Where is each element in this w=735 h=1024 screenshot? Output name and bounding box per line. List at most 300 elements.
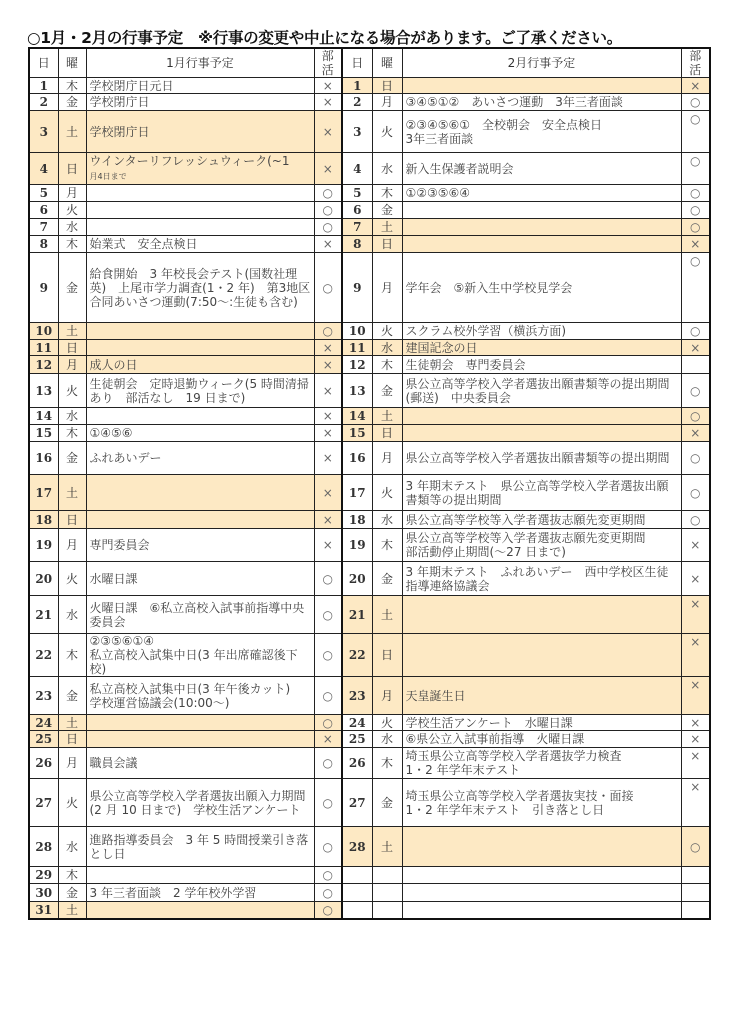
jan-event-text: 生徒朝会 定時退勤ウィーク(5 時間清掃あり 部活なし 19 日まで) [89,376,309,405]
feb-weekday: 金 [372,779,402,827]
feb-club-status: ○ [681,408,710,425]
table-row [29,884,710,902]
jan-club-status: ○ [314,253,342,323]
jan-club-status: ○ [314,677,342,715]
feb-day-number: 28 [342,827,372,867]
feb-day-number: 25 [342,731,372,748]
jan-club-status: ○ [314,185,342,202]
feb-day-number: 20 [342,562,372,596]
jan-event-text: 給食開始 3 年校長会テスト(国数社理英) 上尾市学力調査(1・2 年) 第3地区合同あいさつ運動(7:50～:生徒も含む) [89,266,311,309]
jan-club-status: × [314,374,342,408]
feb-weekday: 水 [372,340,402,356]
table-row [29,425,710,442]
jan-event-cell [86,475,314,511]
feb-event-text: 天皇誕生日 [405,688,466,703]
jan-weekday: 金 [58,884,86,902]
feb-event-cell [402,340,681,356]
jan-weekday: 火 [58,202,86,219]
feb-club-status [681,902,710,919]
table-row [29,715,710,731]
feb-day-number: 4 [342,153,372,185]
feb-event-cell [402,374,681,408]
jan-event-text: 成人の日 [89,357,138,372]
feb-club-status [681,867,710,884]
jan-day-number: 20 [29,562,58,596]
page-title: ○1月・2月の行事予定 ※行事の変更や中止になる場合があります。ご了承ください。 [27,29,622,47]
jan-day-number: 6 [29,202,58,219]
feb-event-text-line2: 1・2 年学年末テスト [405,763,521,777]
jan-club-status: × [314,475,342,511]
table-row [29,408,710,425]
jan-event-cell [86,185,314,202]
jan-club-status: ○ [314,902,342,919]
feb-event-text: ③④⑤①② あいさつ運動 3年三者面談 [405,95,623,109]
jan-weekday: 火 [58,562,86,596]
jan-day-number: 3 [29,111,58,153]
jan-event-text: 進路指導委員会 3 年 5 時間授業引き落とし日 [89,832,309,861]
jan-event-cell [86,219,314,236]
jan-event-text: 県公立高等学校入学者選抜出願入力期間(2 月 10 日まで) 学校生活アンケート [89,788,306,817]
feb-club-status: × [681,779,710,827]
table-row [29,323,710,340]
jan-event-cell [86,78,314,94]
feb-event-text: 新入生保護者説明会 [405,161,514,176]
jan-event-cell [86,442,314,475]
feb-event-cell [402,731,681,748]
feb-weekday: 金 [372,562,402,596]
jan-weekday: 水 [58,219,86,236]
jan-weekday: 水 [58,596,86,634]
feb-event-cell [402,562,681,596]
feb-event-text: 3 年期末テスト 県公立高等学校入学者選抜出願書類等の提出期間 [405,478,669,507]
feb-club-status: × [681,340,710,356]
feb-day-number: 15 [342,425,372,442]
jan-weekday: 土 [58,111,86,153]
jan-event-text-line2: 私立高校入試集中日(3 年出席確認後下校) [89,648,298,676]
feb-day-number: 6 [342,202,372,219]
feb-event-cell [402,219,681,236]
feb-event-cell [402,236,681,253]
feb-event-cell [402,884,681,902]
jan-event-text: 学校閉庁日 [89,124,150,139]
feb-day-number: 14 [342,408,372,425]
table-row [29,236,710,253]
jan-club-status: × [314,408,342,425]
jan-weekday: 火 [58,779,86,827]
table-row [29,78,710,94]
jan-weekday: 月 [58,748,86,779]
table-row [29,867,710,884]
feb-event-text: ②③④⑤⑥① 全校朝会 安全点検日 [405,117,603,132]
jan-day-number: 15 [29,425,58,442]
feb-event-text-line2: 1・2 年学年末テスト 引き落とし日 [405,802,605,817]
feb-club-status: ○ [681,442,710,475]
feb-weekday [372,902,402,919]
jan-day-number: 11 [29,340,58,356]
jan-event-cell [86,562,314,596]
schedule-table [28,47,711,920]
jan-weekday: 月 [58,529,86,562]
jan-weekday: 木 [58,425,86,442]
jan-club-status: × [314,340,342,356]
feb-event-cell [402,408,681,425]
jan-club-status: × [314,731,342,748]
jan-day-number: 18 [29,511,58,529]
jan-day-number: 4 [29,153,58,185]
jan-event-cell [86,902,314,919]
feb-club-status: × [681,78,710,94]
feb-event-cell [402,253,681,323]
jan-event-cell [86,827,314,867]
feb-event-text: 3 年期末テスト ふれあいデー 西中学校区生徒指導連絡協議会 [405,564,669,593]
feb-weekday: 土 [372,219,402,236]
feb-day-number: 26 [342,748,372,779]
feb-weekday: 木 [372,529,402,562]
jan-weekday: 土 [58,323,86,340]
feb-weekday: 月 [372,677,402,715]
feb-weekday: 火 [372,715,402,731]
jan-weekday: 木 [58,236,86,253]
jan-club-status: × [314,78,342,94]
feb-event-text: 県公立高等学校入学者選抜出願書類等の提出期間 [405,451,670,465]
feb-club-status: × [681,529,710,562]
jan-day-number: 25 [29,731,58,748]
feb-weekday: 木 [372,748,402,779]
feb-club-status: ○ [681,153,710,185]
feb-day-number: 3 [342,111,372,153]
jan-event-cell [86,202,314,219]
feb-day-number: 18 [342,511,372,529]
jan-event-cell [86,111,314,153]
feb-day-number: 12 [342,356,372,374]
jan-event-cell [86,677,314,715]
jan-event-cell [86,425,314,442]
feb-event-cell [402,511,681,529]
jan-club-status: × [314,529,342,562]
jan-club-status: ○ [314,219,342,236]
feb-weekday [372,884,402,902]
feb-weekday: 木 [372,356,402,374]
jan-weekday: 金 [58,442,86,475]
feb-event-text: 埼玉県公立高等学校入学者選抜実技・面接 [405,788,634,803]
jan-weekday: 土 [58,475,86,511]
table-row [29,731,710,748]
jan-event-text: ①④⑤⑥ [89,426,133,440]
feb-weekday: 水 [372,153,402,185]
jan-day-number: 2 [29,94,58,111]
jan-event-cell [86,253,314,323]
feb-weekday: 金 [372,202,402,219]
jan-day-number: 31 [29,902,58,919]
feb-day-number: 24 [342,715,372,731]
jan-day-number: 21 [29,596,58,634]
jan-event-cell [86,340,314,356]
header-weekday-2: 曜 [372,48,402,78]
jan-club-status: × [314,425,342,442]
feb-event-text: ①②③⑤⑥④ [405,186,471,200]
jan-weekday: 土 [58,902,86,919]
table-row [29,827,710,867]
jan-club-status: × [314,356,342,374]
feb-day-number [342,884,372,902]
feb-event-cell [402,867,681,884]
jan-weekday: 月 [58,356,86,374]
jan-weekday: 日 [58,731,86,748]
jan-weekday: 木 [58,634,86,677]
feb-day-number: 22 [342,634,372,677]
jan-club-status: ○ [314,202,342,219]
feb-day-number: 10 [342,323,372,340]
header-feb-events: 2月行事予定 [402,48,681,78]
feb-weekday: 日 [372,425,402,442]
table-row [29,94,710,111]
feb-club-status: ○ [681,827,710,867]
jan-day-number: 27 [29,779,58,827]
feb-club-status: × [681,634,710,677]
feb-day-number: 17 [342,475,372,511]
jan-weekday: 水 [58,408,86,425]
jan-day-number: 13 [29,374,58,408]
jan-event-cell [86,356,314,374]
feb-weekday: 木 [372,185,402,202]
header-day-2: 日 [342,48,372,78]
feb-weekday: 火 [372,323,402,340]
feb-day-number: 21 [342,596,372,634]
jan-day-number: 10 [29,323,58,340]
feb-club-status [681,884,710,902]
jan-event-cell [86,408,314,425]
table-row [29,779,710,827]
jan-event-cell [86,779,314,827]
feb-club-status: ○ [681,475,710,511]
feb-event-cell [402,748,681,779]
feb-weekday: 水 [372,731,402,748]
jan-club-status: × [314,511,342,529]
feb-event-cell [402,902,681,919]
feb-club-status: ○ [681,323,710,340]
table-row [29,356,710,374]
table-row [29,219,710,236]
feb-club-status: × [681,562,710,596]
jan-weekday: 日 [58,511,86,529]
feb-club-status: ○ [681,185,710,202]
feb-day-number: 5 [342,185,372,202]
jan-club-status: ○ [314,827,342,867]
jan-club-status: ○ [314,779,342,827]
feb-event-cell [402,94,681,111]
jan-event-text-line2: 月4日まで [89,171,127,181]
table-row [29,634,710,677]
header-day: 日 [29,48,58,78]
jan-weekday: 木 [58,867,86,884]
feb-day-number: 2 [342,94,372,111]
feb-day-number: 1 [342,78,372,94]
feb-weekday: 月 [372,94,402,111]
table-row [29,340,710,356]
jan-day-number: 30 [29,884,58,902]
feb-club-status: ○ [681,511,710,529]
feb-event-text: 埼玉県公立高等学校入学者選抜学力検査 [405,749,622,763]
feb-weekday: 金 [372,374,402,408]
feb-event-cell [402,153,681,185]
jan-event-cell [86,94,314,111]
jan-day-number: 16 [29,442,58,475]
feb-day-number [342,902,372,919]
jan-event-cell [86,867,314,884]
jan-day-number: 12 [29,356,58,374]
jan-weekday: 月 [58,185,86,202]
jan-day-number: 28 [29,827,58,867]
jan-weekday: 木 [58,78,86,94]
feb-day-number: 27 [342,779,372,827]
feb-club-status: × [681,748,710,779]
jan-event-text: 私立高校入試集中日(3 年午後カット) 学校運営協議会(10:00～) [89,681,303,710]
jan-day-number: 23 [29,677,58,715]
jan-day-number: 26 [29,748,58,779]
jan-event-text: 3 年三者面談 2 学年校外学習 [89,885,257,900]
feb-day-number: 13 [342,374,372,408]
table-row [29,902,710,919]
jan-club-status: ○ [314,596,342,634]
feb-event-text: 学校生活アンケート 水曜日課 [405,715,573,730]
feb-day-number: 16 [342,442,372,475]
jan-club-status: ○ [314,634,342,677]
feb-weekday: 土 [372,596,402,634]
jan-event-text: 水曜日課 [89,571,138,586]
jan-day-number: 7 [29,219,58,236]
jan-event-text: ウインターリフレッシュウィーク(~1 [89,153,290,168]
jan-weekday: 火 [58,374,86,408]
jan-event-cell [86,153,314,185]
jan-day-number: 22 [29,634,58,677]
jan-club-status: × [314,111,342,153]
jan-day-number: 5 [29,185,58,202]
table-row [29,529,710,562]
feb-club-status: × [681,715,710,731]
feb-event-cell [402,356,681,374]
jan-day-number: 24 [29,715,58,731]
feb-club-status [681,356,710,374]
jan-club-status: × [314,153,342,185]
feb-club-status: × [681,677,710,715]
feb-weekday: 月 [372,253,402,323]
feb-event-cell [402,475,681,511]
jan-event-cell [86,634,314,677]
jan-event-cell [86,236,314,253]
feb-event-text: 県公立高等学校入学者選抜出願書類等の提出期間(郵送) 中央委員会 [405,376,670,405]
feb-club-status: ○ [681,94,710,111]
feb-weekday: 火 [372,111,402,153]
jan-event-text: ②③⑤⑥①④ [89,634,155,648]
feb-event-text-line2: 3年三者面談 [405,131,474,146]
jan-weekday: 金 [58,253,86,323]
jan-event-cell [86,323,314,340]
jan-event-text: 職員会議 [89,756,138,770]
table-row [29,185,710,202]
feb-event-cell [402,185,681,202]
feb-weekday: 日 [372,634,402,677]
feb-event-cell [402,596,681,634]
jan-event-cell [86,511,314,529]
feb-event-text: 建国記念の日 [405,340,478,355]
feb-weekday: 月 [372,442,402,475]
jan-day-number: 17 [29,475,58,511]
table-row [29,748,710,779]
feb-weekday: 日 [372,236,402,253]
feb-weekday: 火 [372,475,402,511]
jan-club-status: ○ [314,715,342,731]
table-row [29,253,710,323]
feb-event-cell [402,425,681,442]
feb-club-status: ○ [681,219,710,236]
jan-event-text: 専門委員会 [89,538,150,552]
jan-club-status: ○ [314,867,342,884]
jan-weekday: 土 [58,715,86,731]
feb-event-cell [402,111,681,153]
feb-weekday: 水 [372,511,402,529]
jan-day-number: 19 [29,529,58,562]
feb-day-number: 23 [342,677,372,715]
feb-event-cell [402,529,681,562]
jan-weekday: 金 [58,94,86,111]
jan-day-number: 29 [29,867,58,884]
feb-club-status: ○ [681,253,710,323]
feb-event-text: 生徒朝会 専門委員会 [405,357,526,372]
feb-club-status: ○ [681,374,710,408]
jan-day-number: 14 [29,408,58,425]
feb-event-cell [402,442,681,475]
table-row [29,153,710,185]
feb-weekday: 土 [372,408,402,425]
jan-event-cell [86,715,314,731]
jan-event-cell [86,529,314,562]
feb-event-text: ⑥県公立入試事前指導 火曜日課 [405,732,585,746]
feb-event-cell [402,827,681,867]
jan-day-number: 9 [29,253,58,323]
feb-event-cell [402,202,681,219]
jan-club-status: ○ [314,748,342,779]
jan-day-number: 8 [29,236,58,253]
feb-club-status: ○ [681,202,710,219]
feb-event-text: スクラム校外学習（横浜方面) [405,324,567,338]
feb-event-cell [402,715,681,731]
feb-event-cell [402,677,681,715]
table-row [29,202,710,219]
table-row [29,562,710,596]
feb-event-cell [402,78,681,94]
jan-event-cell [86,884,314,902]
jan-club-status: × [314,94,342,111]
feb-event-cell [402,779,681,827]
feb-event-text-line2: 部活動停止期間(～27 日まで) [405,545,566,559]
jan-weekday: 水 [58,827,86,867]
feb-day-number [342,867,372,884]
jan-club-status: ○ [314,323,342,340]
header-jan-events: 1月行事予定 [86,48,314,78]
feb-event-text: 県公立高等学校等入学者選抜志願先変更期間 [405,512,646,527]
feb-day-number: 8 [342,236,372,253]
table-row [29,111,710,153]
jan-event-text: ふれあいデー [89,451,162,465]
feb-club-status: × [681,425,710,442]
feb-day-number: 11 [342,340,372,356]
feb-club-status: × [681,731,710,748]
jan-event-cell [86,596,314,634]
jan-event-text: 始業式 安全点検日 [89,237,198,251]
feb-club-status: × [681,596,710,634]
jan-event-text: 学校閉庁日 [89,95,150,109]
table-row [29,511,710,529]
